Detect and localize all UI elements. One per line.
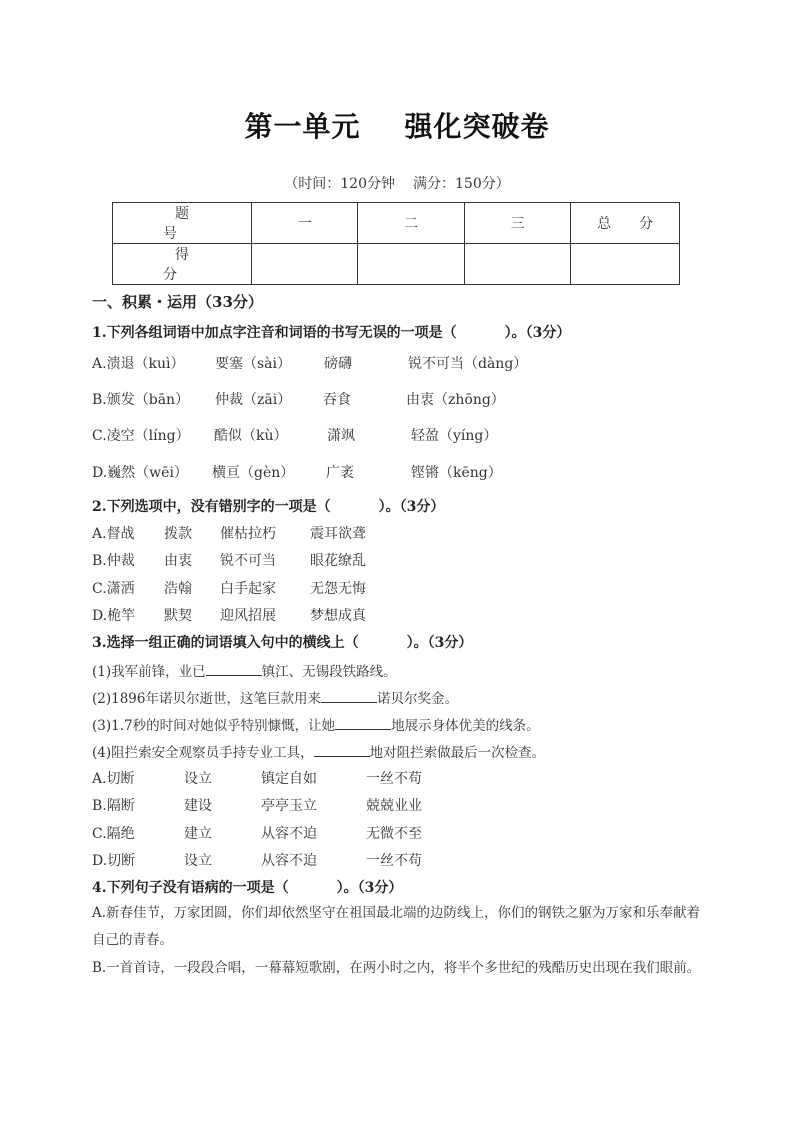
option-word: D.桅竿 (92, 608, 136, 624)
option-word: 广袤 (326, 465, 354, 481)
fill-blank[interactable] (335, 717, 391, 730)
fill-blank[interactable] (314, 744, 370, 757)
q3-sentence-2 (92, 687, 458, 707)
option-word: C.隔绝 (92, 826, 135, 842)
question-2-text: 2.下列选项中，没有错别字的一项是（ (92, 499, 331, 515)
score-header-3: 三 (464, 203, 570, 244)
q2-option-d[interactable] (92, 605, 712, 625)
q2-option-a[interactable] (92, 523, 712, 543)
option-word: 轻盈（yíng） (411, 428, 498, 444)
q2-option-c[interactable] (92, 578, 712, 598)
score-header-total: 总 分 (571, 203, 680, 244)
option-word: 催枯拉朽 (220, 526, 276, 542)
option-word: 从容不迫 (261, 853, 317, 869)
option-word: 梦想成真 (310, 608, 366, 624)
score-header-1: 一 (252, 203, 358, 244)
q3-option-d[interactable] (92, 850, 712, 870)
option-word: 无微不至 (366, 826, 422, 842)
option-word: 一丝不苟 (366, 853, 422, 869)
option-word: 亭亭玉立 (261, 798, 317, 814)
option-word: C.凌空（líng） (92, 428, 190, 444)
option-word: 由衷 (164, 553, 192, 569)
fill-blank[interactable] (321, 690, 377, 703)
option-word: 拨款 (164, 526, 192, 542)
option-word: 迎风招展 (220, 608, 276, 624)
sentence-text: (2)1896年诺贝尔逝世，这笔巨款用来 (92, 691, 321, 707)
option-word: 浩翰 (164, 581, 192, 597)
option-word: 仲裁（zāi） (215, 392, 292, 408)
exam-total-score: 满分：150分） (413, 176, 510, 192)
q1-option-d[interactable] (92, 462, 712, 482)
option-word: 兢兢业业 (366, 798, 422, 814)
score-table-header-row (113, 203, 680, 244)
sentence-text: 地展示身体优美的线条。 (391, 718, 540, 734)
page-title (0, 105, 794, 145)
q3-sentence-1 (92, 660, 397, 680)
sentence-text: 镇江、无锡段铁路线。 (261, 664, 397, 680)
question-4-score: ）。（3分） (336, 880, 403, 896)
option-word: 震耳欲聋 (310, 526, 366, 542)
option-word: B.颁发（bān） (92, 392, 190, 408)
option-word: 默契 (164, 608, 192, 624)
score-cell-total[interactable] (571, 244, 680, 285)
option-word: 建设 (184, 798, 212, 814)
option-word: A.督战 (92, 526, 135, 542)
option-word: 锐不可当 (220, 553, 276, 569)
sentence-text: (3)1.7秒的时间对她似乎特别慷慨，让她 (92, 718, 336, 734)
option-word: 设立 (184, 853, 212, 869)
q4-option-b[interactable]: B.一首首诗，一段段合唱，一幕幕短歌剧，在两小时之内，将半个多世纪的残酷历史出现在我们眼前。 (92, 960, 701, 976)
q3-sentence-3 (92, 714, 540, 734)
q3-option-b[interactable] (92, 795, 712, 815)
sentence-text: 地对阻拦索做最后一次检查。 (369, 745, 546, 761)
option-word: 建立 (184, 826, 212, 842)
exam-time: （时间：120分钟 (284, 176, 395, 192)
option-word: D.切断 (92, 853, 136, 869)
score-header-label: 题 号 (113, 203, 252, 244)
option-word: 吞食 (323, 392, 351, 408)
score-row-label: 得 分 (113, 244, 252, 285)
option-word: 眼花缭乱 (310, 553, 366, 569)
score-table (112, 202, 680, 285)
option-word: 酷似（kù） (214, 428, 288, 444)
option-word: B.隔断 (92, 798, 135, 814)
option-word: A.切断 (92, 771, 135, 787)
option-word: 一丝不苟 (366, 771, 422, 787)
question-1-text: 1.下列各组词语中加点字注音和词语的书写无误的一项是（ (92, 325, 457, 341)
q3-sentence-4 (92, 741, 545, 761)
section-heading: 一、积累・运用（33分） (92, 293, 263, 311)
q2-option-b[interactable] (92, 550, 712, 570)
question-3-score: ）。（3分） (406, 635, 473, 651)
fill-blank[interactable] (206, 663, 262, 676)
q3-option-c[interactable] (92, 823, 712, 843)
option-word: 白手起家 (220, 581, 276, 597)
question-2-stem (92, 496, 444, 516)
question-3-text: 3.选择一组正确的词语填入句中的横线上（ (92, 635, 359, 651)
question-4-text: 4.下列句子没有语病的一项是（ (92, 880, 289, 896)
score-header-2: 二 (358, 203, 464, 244)
option-word: 设立 (184, 771, 212, 787)
question-2-score: ）。（3分） (378, 499, 445, 515)
exam-info (0, 173, 794, 193)
option-word: A.溃退（kuì） (92, 356, 185, 372)
q1-option-a[interactable] (92, 353, 712, 373)
option-word: 从容不迫 (261, 826, 317, 842)
option-word: 磅礴 (324, 356, 352, 372)
sentence-text: 诺贝尔奖金。 (376, 691, 458, 707)
score-table-value-row (113, 244, 680, 285)
option-word: 要塞（sài） (215, 356, 292, 372)
question-1-score: ）。（3分） (504, 325, 571, 341)
option-word: 潇飒 (327, 428, 355, 444)
option-word: 铿锵（kēng） (411, 465, 502, 481)
q3-option-a[interactable] (92, 768, 712, 788)
q4-option-a[interactable]: A.新春佳节，万家团圆，你们却依然坚守在祖国最北端的边防线上，你们的钢铁之躯为万家和乐奉献着自己的青春。 (92, 905, 701, 948)
sentence-text: (4)阻拦索安全观察员手持专业工具， (92, 745, 314, 761)
question-1-stem (92, 322, 570, 342)
question-3-stem (92, 632, 472, 652)
option-word: 横亘（gèn） (212, 465, 295, 481)
option-word: C.潇洒 (92, 581, 135, 597)
q1-option-c[interactable] (92, 425, 712, 445)
option-word: 锐不可当（dàng） (408, 356, 528, 372)
title-name: 强化突破卷 (404, 110, 550, 143)
option-word: D.巍然（wēi） (92, 465, 188, 481)
option-word: 镇定自如 (261, 771, 317, 787)
title-unit: 第一单元 (244, 110, 361, 143)
score-cell-3[interactable] (464, 244, 570, 285)
option-word: B.仲裁 (92, 553, 135, 569)
question-4-stem (92, 877, 402, 897)
sentence-text: (1)我军前锋，业已 (92, 664, 206, 680)
score-cell-2[interactable] (358, 244, 464, 285)
option-word: 由衷（zhōng） (406, 392, 505, 408)
option-word: 无怨无悔 (310, 581, 366, 597)
q1-option-b[interactable] (92, 389, 712, 409)
